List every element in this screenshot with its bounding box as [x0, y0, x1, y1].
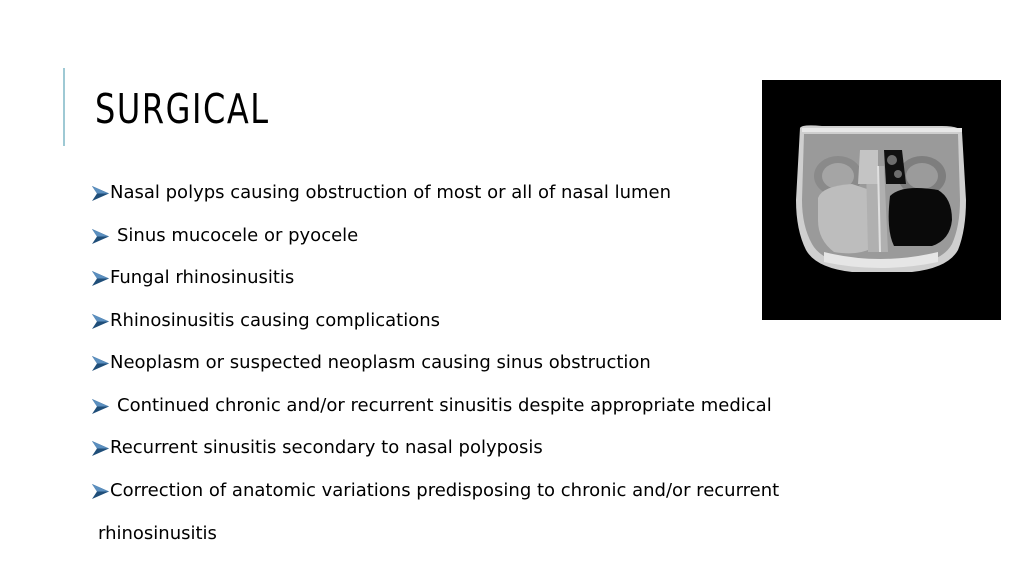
bullet-text: Recurrent sinusitis secondary to nasal polyposis: [110, 437, 543, 458]
bullet-text: Fungal rhinosinusitis: [110, 267, 295, 288]
arrow-bullet-icon: [92, 346, 110, 380]
arrow-bullet-icon: [92, 474, 110, 508]
bullet-continuation: rhinosinusitis: [98, 523, 217, 544]
bullet-text: Correction of anatomic variations predisposing to chronic and/or recurrent: [110, 479, 780, 501]
bullet-item: [92, 389, 779, 432]
bullet-item: [92, 304, 779, 347]
ct-scan-image: [762, 80, 1001, 320]
arrow-bullet-icon: [92, 261, 110, 295]
title-accent-bar: [63, 68, 65, 146]
arrow-bullet-icon: [92, 431, 110, 465]
bullet-text: Nasal polyps causing obstruction of most or all of nasal lumen: [110, 182, 672, 203]
bullet-item: [92, 431, 779, 474]
arrow-bullet-icon: [92, 219, 110, 253]
bullet-text: Continued chronic and/or recurrent sinusitis despite appropriate medical: [117, 394, 772, 416]
bullet-text: Sinus mucocele or pyocele: [117, 224, 359, 246]
bullet-item: [92, 219, 779, 262]
bullet-item: [92, 176, 779, 219]
bullet-list: [92, 176, 779, 516]
arrow-bullet-icon: [92, 389, 110, 423]
bullet-text: Neoplasm or suspected neoplasm causing sinus obstruction: [110, 352, 651, 373]
arrow-bullet-icon: [92, 304, 110, 338]
bullet-item: [92, 474, 779, 517]
bullet-text: Rhinosinusitis causing complications: [110, 309, 440, 331]
arrow-bullet-icon: [92, 176, 110, 210]
ct-scan-drawing: [762, 80, 1001, 320]
bullet-item: [92, 261, 779, 304]
slide-title: SURGICAL: [95, 85, 270, 133]
bullet-item: [92, 346, 779, 389]
